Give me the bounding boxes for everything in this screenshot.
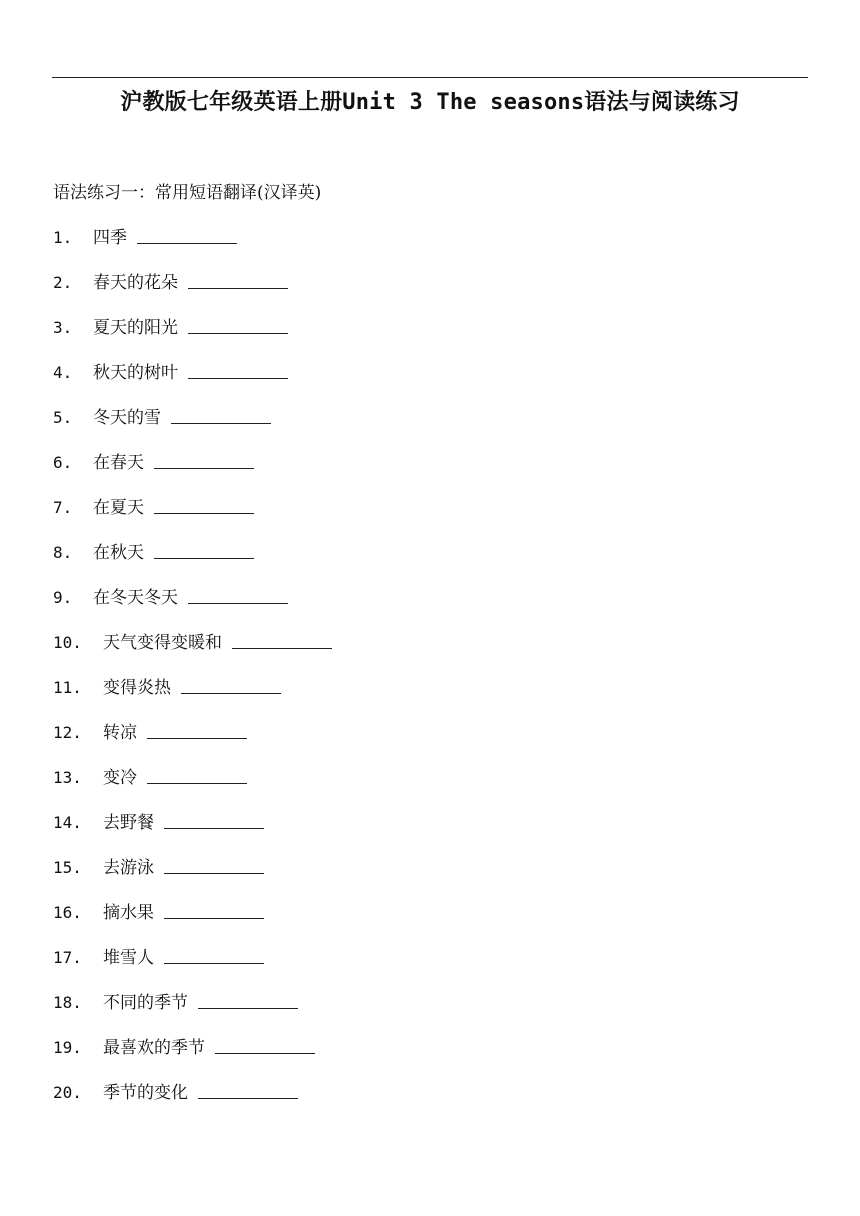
item-phrase: 在夏天 <box>93 498 144 518</box>
item-phrase: 堆雪人 <box>103 948 154 968</box>
answer-blank[interactable] <box>164 810 264 829</box>
answer-blank[interactable] <box>171 405 271 424</box>
answer-blank[interactable] <box>147 720 247 739</box>
item-number: 20. <box>53 1083 82 1102</box>
item-number: 13. <box>53 768 82 787</box>
answer-blank[interactable] <box>198 1080 298 1099</box>
item-number: 2. <box>53 273 73 292</box>
answer-blank[interactable] <box>164 945 264 964</box>
answer-blank[interactable] <box>154 495 254 514</box>
item-phrase: 在冬天冬天 <box>93 588 178 608</box>
item-number: 8. <box>53 543 73 562</box>
list-item <box>53 1035 332 1080</box>
item-phrase: 天气变得变暖和 <box>103 633 222 653</box>
item-phrase: 转凉 <box>103 723 137 743</box>
header-rule <box>52 77 808 78</box>
item-number: 10. <box>53 633 82 652</box>
item-phrase: 四季 <box>93 228 127 248</box>
item-number: 16. <box>53 903 82 922</box>
answer-blank[interactable] <box>154 450 254 469</box>
item-phrase: 春天的花朵 <box>93 273 178 293</box>
answer-blank[interactable] <box>215 1035 315 1054</box>
item-phrase: 季节的变化 <box>103 1083 188 1103</box>
answer-blank[interactable] <box>188 360 288 379</box>
list-item <box>53 945 332 990</box>
list-item <box>53 855 332 900</box>
item-number: 19. <box>53 1038 82 1057</box>
item-number: 12. <box>53 723 82 742</box>
section-title: 语法练习一：常用短语翻译(汉译英) <box>53 183 322 203</box>
list-item <box>53 585 332 630</box>
list-item <box>53 1080 332 1125</box>
item-phrase: 在春天 <box>93 453 144 473</box>
item-number: 17. <box>53 948 82 967</box>
list-item <box>53 360 332 405</box>
list-item <box>53 675 332 720</box>
answer-blank[interactable] <box>188 585 288 604</box>
item-phrase: 在秋天 <box>93 543 144 563</box>
list-item <box>53 270 332 315</box>
item-phrase: 去野餐 <box>103 813 154 833</box>
list-item <box>53 495 332 540</box>
list-item <box>53 405 332 450</box>
list-item <box>53 225 332 270</box>
document-title: 沪教版七年级英语上册Unit 3 The seasons语法与阅读练习 <box>120 90 740 115</box>
item-phrase: 去游泳 <box>103 858 154 878</box>
item-number: 11. <box>53 678 82 697</box>
item-phrase: 摘水果 <box>103 903 154 923</box>
item-number: 7. <box>53 498 73 517</box>
item-phrase: 变得炎热 <box>103 678 171 698</box>
item-number: 14. <box>53 813 82 832</box>
item-number: 4. <box>53 363 73 382</box>
list-item <box>53 810 332 855</box>
list-item <box>53 900 332 945</box>
list-item <box>53 315 332 360</box>
item-number: 1. <box>53 228 73 247</box>
list-item <box>53 630 332 675</box>
item-phrase: 不同的季节 <box>103 993 188 1013</box>
list-item <box>53 765 332 810</box>
answer-blank[interactable] <box>181 675 281 694</box>
item-phrase: 最喜欢的季节 <box>103 1038 205 1058</box>
item-number: 18. <box>53 993 82 1012</box>
phrase-list <box>53 225 332 1125</box>
list-item <box>53 540 332 585</box>
answer-blank[interactable] <box>198 990 298 1009</box>
item-phrase: 变冷 <box>103 768 137 788</box>
answer-blank[interactable] <box>137 225 237 244</box>
item-number: 15. <box>53 858 82 877</box>
list-item <box>53 990 332 1035</box>
answer-blank[interactable] <box>188 315 288 334</box>
answer-blank[interactable] <box>147 765 247 784</box>
answer-blank[interactable] <box>154 540 254 559</box>
item-number: 9. <box>53 588 73 607</box>
item-phrase: 冬天的雪 <box>93 408 161 428</box>
answer-blank[interactable] <box>232 630 332 649</box>
list-item <box>53 720 332 765</box>
item-number: 5. <box>53 408 73 427</box>
item-phrase: 夏天的阳光 <box>93 318 178 338</box>
answer-blank[interactable] <box>164 900 264 919</box>
item-phrase: 秋天的树叶 <box>93 363 178 383</box>
list-item <box>53 450 332 495</box>
item-number: 3. <box>53 318 73 337</box>
item-number: 6. <box>53 453 73 472</box>
answer-blank[interactable] <box>164 855 264 874</box>
answer-blank[interactable] <box>188 270 288 289</box>
